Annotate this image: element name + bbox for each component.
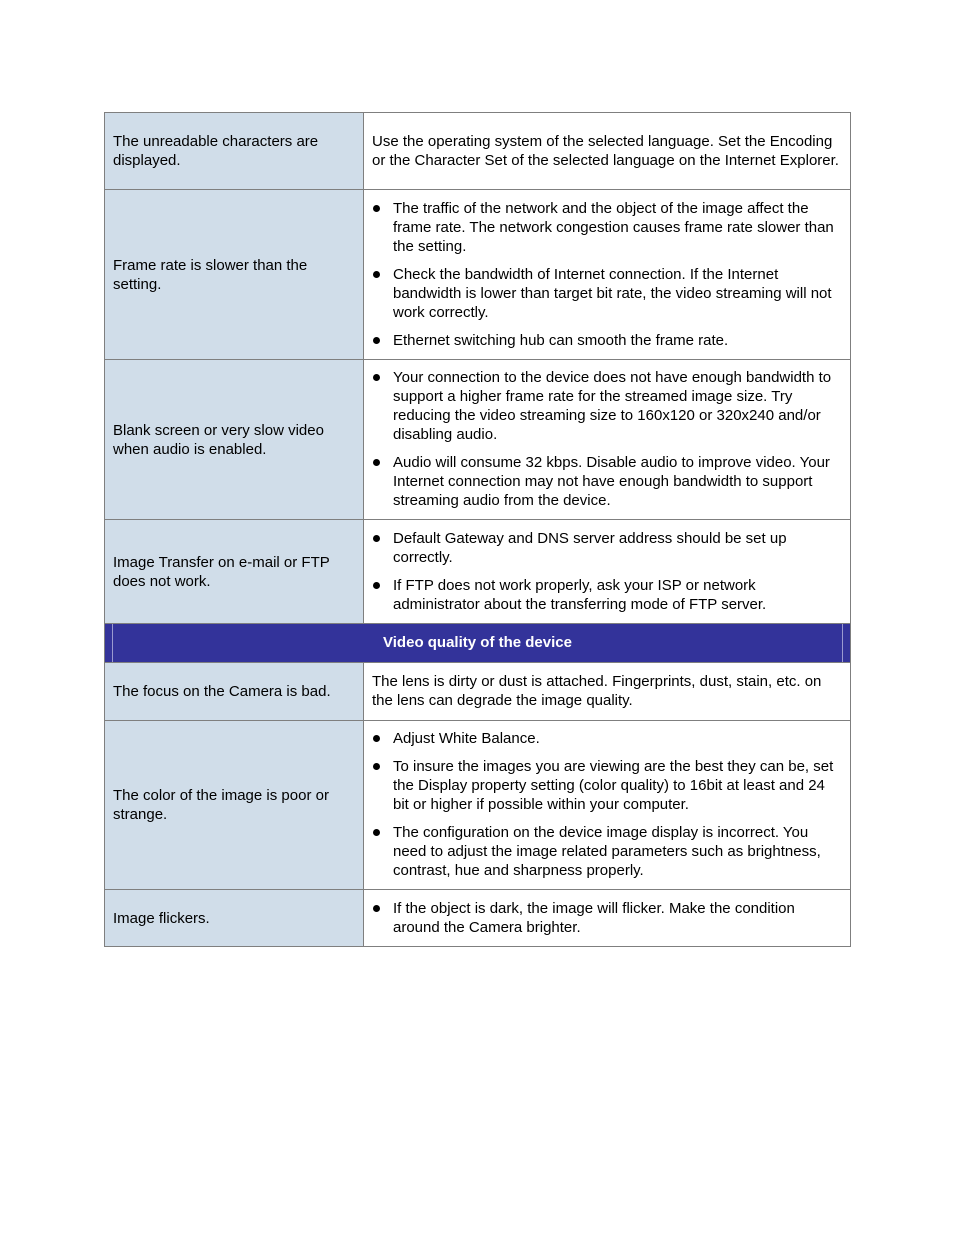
solution-cell [364, 520, 851, 624]
section-title: Video quality of the device [383, 634, 572, 651]
solution-cell [364, 113, 851, 190]
list-item [372, 199, 842, 256]
bullet-icon [373, 535, 380, 542]
problem-cell [105, 663, 364, 721]
table-row [105, 113, 851, 190]
solution-text: Use the operating system of the selected language. Set the Encoding or the Character Set of the selected language on the Internet Explorer. [372, 132, 839, 169]
list-item [372, 899, 842, 937]
list-item-text: Adjust White Balance. [393, 730, 540, 747]
section-header-row [105, 624, 851, 663]
list-item-text: If the object is dark, the image will flicker. Make the condition around the Camera brighter. [393, 899, 795, 936]
bullet-icon [373, 763, 380, 770]
problem-cell [105, 113, 364, 190]
solution-list [372, 199, 842, 350]
bullet-icon [373, 271, 380, 278]
bullet-icon [373, 905, 380, 912]
solution-list [372, 899, 842, 937]
problem-text: Frame rate is slower than the setting. [113, 256, 308, 293]
problem-text: Image Transfer on e-mail or FTP does not work. [113, 553, 330, 590]
list-item-text: Default Gateway and DNS server address should be set up correctly. [393, 529, 787, 566]
list-item [372, 823, 842, 880]
list-item [372, 757, 842, 814]
problem-cell [105, 890, 364, 947]
problem-cell [105, 190, 364, 360]
section-divider [112, 624, 113, 662]
problem-text: The unreadable characters are displayed. [113, 133, 319, 169]
problem-cell [105, 721, 364, 890]
problem-text: The color of the image is poor or strange. [113, 787, 329, 823]
table-row [105, 663, 851, 721]
list-item [372, 265, 842, 322]
table-row [105, 190, 851, 360]
bullet-icon [373, 582, 380, 589]
section-header [105, 624, 851, 663]
table-row [105, 890, 851, 947]
section-header-inner [105, 624, 850, 662]
solution-cell [364, 663, 851, 721]
problem-cell [105, 360, 364, 520]
list-item-text: Your connection to the device does not have enough bandwidth to support a higher frame rate for the streamed image size. Try reducing the video streaming size to 160x120 or 320x240 and/or disabling audio. [393, 369, 832, 443]
list-item [372, 368, 842, 444]
table-row [105, 360, 851, 520]
solution-cell [364, 721, 851, 890]
section-divider [842, 624, 843, 662]
bullet-icon [373, 374, 380, 381]
list-item-text: Ethernet switching hub can smooth the frame rate. [393, 331, 729, 349]
list-item [372, 576, 842, 614]
solution-list [372, 729, 842, 880]
list-item [372, 529, 842, 567]
problem-cell [105, 520, 364, 624]
bullet-icon [373, 337, 380, 344]
bullet-icon [373, 829, 380, 836]
problem-text: Image flickers. [113, 909, 210, 927]
solution-list [372, 368, 842, 510]
list-item [372, 729, 842, 748]
list-item [372, 331, 842, 350]
table-row [105, 520, 851, 624]
solution-cell [364, 890, 851, 947]
list-item-text: Audio will consume 32 kbps. Disable audio to improve video. Your Internet connection may not have enough bandwidth to support streaming audio from the device. [393, 454, 830, 509]
problem-text: Blank screen or very slow video when audio is enabled. [113, 421, 324, 458]
solution-list [372, 529, 842, 614]
bullet-icon [373, 735, 380, 742]
solution-text: The lens is dirty or dust is attached. Fingerprints, dust, stain, etc. on the lens can degrade the image quality. [372, 673, 822, 709]
table-row [105, 721, 851, 890]
list-item-text: To insure the images you are viewing are the best they can be, set the Display property setting (color quality) to 16bit at least and 24 bit or higher if possible within your computer. [393, 758, 834, 813]
solution-cell [364, 190, 851, 360]
bullet-icon [373, 205, 380, 212]
solution-cell [364, 360, 851, 520]
problem-text: The focus on the Camera is bad. [113, 683, 331, 700]
list-item-text: The configuration on the device image display is incorrect. You need to adjust the image related parameters such as brightness, contrast, hue and sharpness properly. [393, 824, 821, 879]
list-item-text: The traffic of the network and the object of the image affect the frame rate. The network congestion causes frame rate slower than the setting. [393, 199, 834, 255]
list-item-text: Check the bandwidth of Internet connection. If the Internet bandwidth is lower than target bit rate, the video streaming will not work correctly. [393, 265, 832, 321]
list-item-text: If FTP does not work properly, ask your ISP or network administrator about the transferring mode of FTP server. [393, 576, 767, 613]
troubleshooting-table [104, 112, 851, 947]
bullet-icon [373, 459, 380, 466]
list-item [372, 453, 842, 510]
